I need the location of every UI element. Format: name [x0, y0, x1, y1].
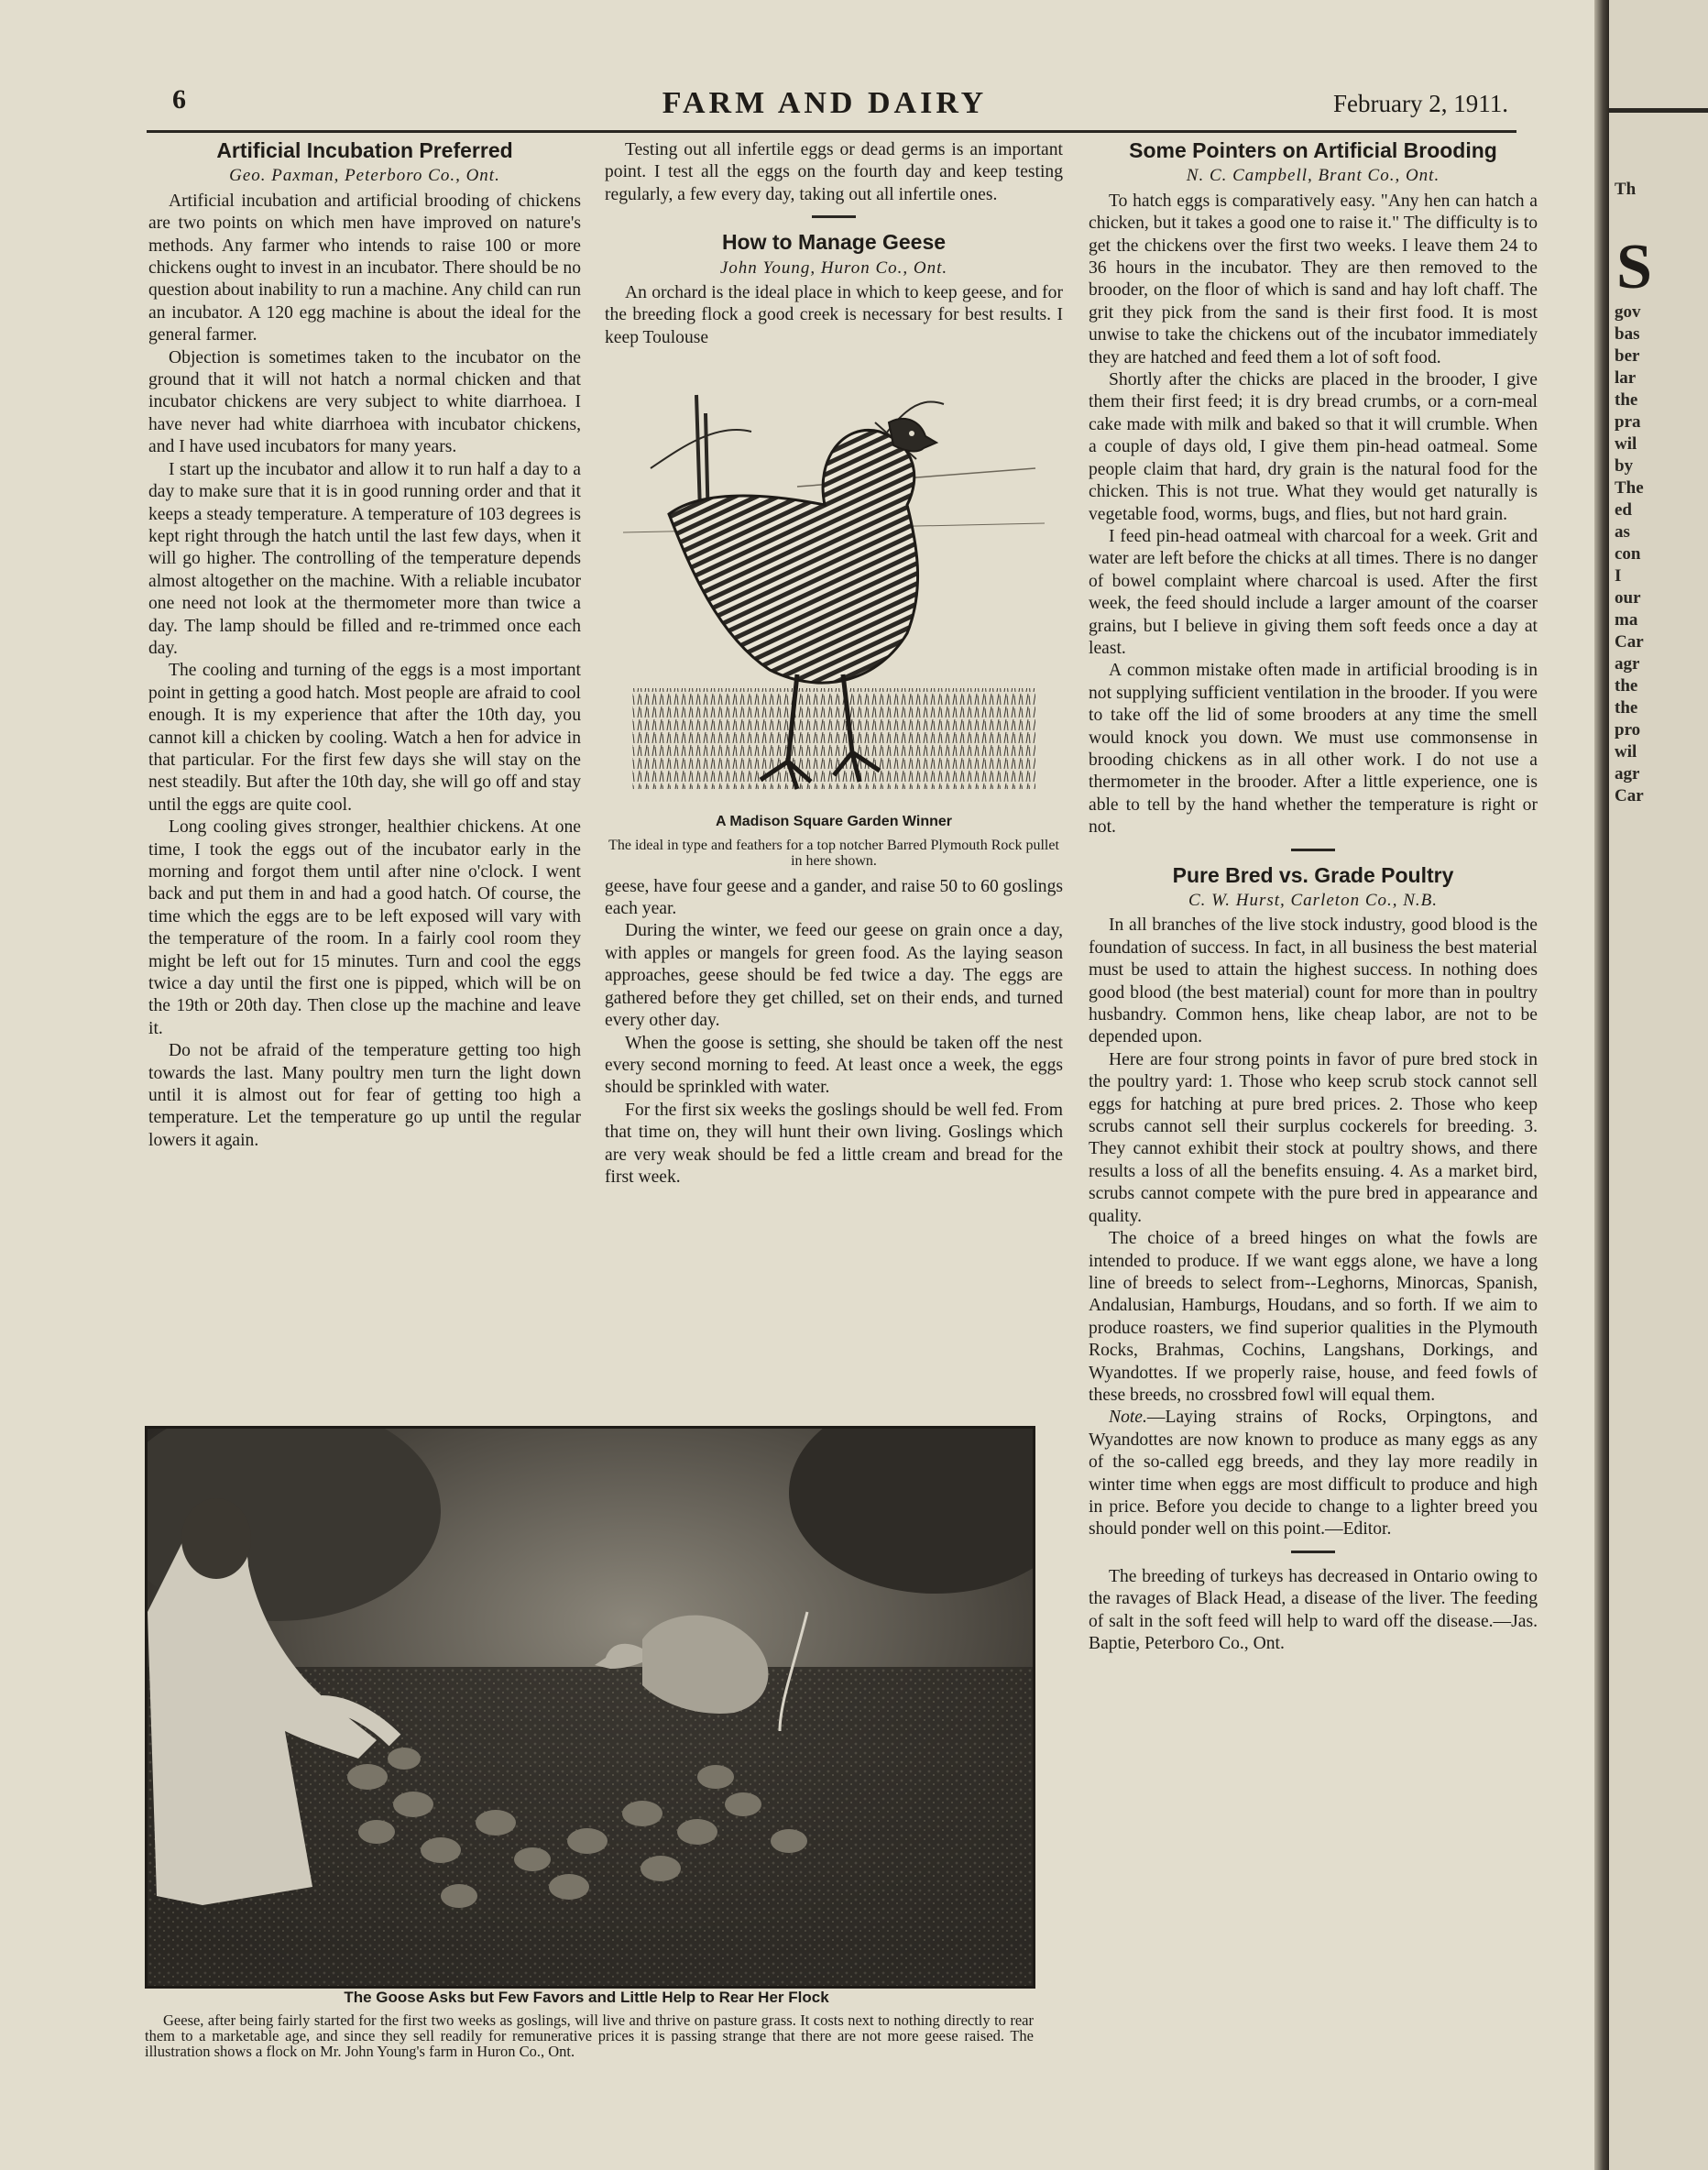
paragraph: During the winter, we feed our geese on grain once a day, with apples or mangels for green food. As the laying season approaches, geese should be fed twice a day. The eggs are gathered before they get chilled, set on their ends, and turned every other day. [605, 921, 1063, 1031]
adjacent-fragment: lar [1615, 368, 1637, 388]
page-binding [1594, 0, 1609, 2170]
article-title: Pure Bred vs. Grade Poultry [1172, 862, 1454, 887]
photo-caption: Geese, after being fairly started for the first two weeks as goslings, will live and thrive on pasture grass. It costs next to nothing directly to rear them to a marketable age, and since they sell readily for remunerative prices it is passing strange that there are not more geese raised. The illustration shows a flock on Mr. John Young's farm in Huron Co., Ont. [145, 2011, 1034, 2060]
adjacent-fragment: agr [1615, 654, 1640, 674]
paragraph: An orchard is the ideal place in which to keep geese, and for the breeding flock a good creek is necessary for best results. I keep Toulouse [605, 283, 1063, 347]
adjacent-fragment: the [1615, 676, 1638, 696]
paragraph: To hatch eggs is comparatively easy. "Any hen can hatch a chicken, but it takes a good one to raise it." The difficulty is to get the chickens over the first two weeks. I leave them 24 to 36 hours in the incubator. They are then removed to the brooder, on the floor of which is sand and hay loft chaff. The grit they pick from the sand is their first food. It is most unwise to take the chickens out of the incubator immediately they are hatched and feed them a lot of soft food. [1089, 191, 1538, 367]
paragraph: Long cooling gives stronger, healthier chickens. At one time, I took the eggs out of the incubator early in the morning and forgot them until after nine o'clock. I went back and put them in and had a good hatch. Of course, the time which the eggs are to be left exposed will vary with the temperature of the room. In a fairly cool room they might be left out for 15 minutes. Turn and cool the eggs twice a day until the first one is pipped, which will be on the 19th or 20th day. Then close up the machine and leave it. [148, 817, 581, 1038]
adjacent-fragment: ed [1615, 500, 1632, 520]
issue-date: February 2, 1911. [1333, 90, 1508, 117]
paragraph: I feed pin-head oatmeal with charcoal for a week. Grit and water are left before the chicks at all times. There is no danger of bowel complaint where charcoal is used. After the first week, the feed should include a larger amount of the coarser grains, but I believe in giving them soft feeds once a day at least. [1089, 526, 1538, 658]
note-label: Note. [1109, 1408, 1147, 1428]
column-3 [1089, 139, 1538, 1655]
adjacent-fragment: Th [1615, 180, 1637, 199]
separator [812, 215, 856, 218]
woman-feeding-goslings-photo [148, 1429, 1033, 1986]
separator [1291, 849, 1335, 851]
paragraph: In all branches of the live stock industry, good blood is the foundation of success. In fact, in all business the best material must be used to attain the highest success. In nothing does good blood (the best material) count for more than in poultry husbandry. Common hens, like cheap labor, are not to be depended upon. [1089, 915, 1538, 1047]
paragraph: Shortly after the chicks are placed in the brooder, I give them their first feed; it is dry bread crumbs, or a corn-meal cake made with milk and baked so that it will crumble. When a couple of days old, I give them pin-head oatmeal. Some people claim that hard, dry grain is the natural food for the chicken. This is not true. What they would get naturally is vegetable food, worms, bugs, and flies, but not hard grain. [1089, 370, 1538, 524]
header-rule [147, 130, 1516, 133]
paragraph: When the goose is setting, she should be taken off the nest every second morning to feed. At least once a week, the eggs should be sprinkled with water. [605, 1033, 1063, 1098]
adjacent-fragment: pro [1615, 720, 1641, 740]
adjacent-fragment: the [1615, 698, 1638, 718]
adjacent-fragment: wil [1615, 434, 1637, 454]
figure-title: A Madison Square Garden Winner [716, 814, 952, 830]
adjacent-fragment: the [1615, 390, 1638, 410]
paragraph: Testing out all infertile eggs or dead germs is an important point. I test all the eggs on the fourth day and keep testing regularly, a few every day, taking out all infertile ones. [605, 140, 1063, 204]
geese-photo [145, 1426, 1035, 1989]
article-byline: John Young, Huron Co., Ont. [719, 258, 948, 278]
paragraph: A common mistake often made in artificial brooding is in not supplying sufficient ventilation in the brooder. If you were to take off the lid of some brooders at any time the smell would knock you down. We must use commonsense in brooding chickens as in all other work. I do not use a thermometer in the brooder. After a little experience, one is able to tell by the hand whether the temperature is right or not. [1089, 661, 1538, 838]
paragraph: I start up the incubator and allow it to run half a day to a day to make sure that it is in good running order and that it keeps a steady temperature. A temperature of 103 degrees is kept right through the hatch until the last few days, when it will go higher. The controlling of the temperature depends almost altogether on the machine. With a reliable incubator one need not look at the thermometer more than twice a day. The lamp should be filled and re-trimmed once each day. [148, 459, 581, 658]
adjacent-fragment: ber [1615, 346, 1640, 366]
adjacent-rule [1609, 108, 1708, 113]
page-header [137, 84, 1512, 130]
adjacent-fragment: agr [1615, 764, 1640, 784]
adjacent-fragment: as [1615, 522, 1630, 542]
page-number: 6 [172, 84, 186, 115]
adjacent-fragment: bas [1615, 324, 1640, 344]
adjacent-fragment: I [1615, 566, 1622, 586]
adjacent-fragment: wil [1615, 742, 1637, 762]
article-title: Some Pointers on Artificial Brooding [1129, 138, 1497, 162]
adjacent-fragment: ma [1615, 610, 1638, 630]
adjacent-fragment: Car [1615, 786, 1644, 806]
paragraph: The choice of a breed hinges on what the fowls are intended to produce. If we want eggs alone, we have a long line of breeds to select from--Leghorns, Minorcas, Spanish, Andalusian, Hamburgs, Houdans, and so forth. If we aim to produce roasters, we find superior qualities in the Plymouth Rocks, Brahmas, Cochins, Langshans, Dorkings, and Wyandottes. If we properly raise, house, and feed fowls of these breeds, no crossbred fowl will equal them. [1089, 1229, 1538, 1405]
adjacent-fragment: gov [1615, 302, 1641, 322]
note-text: —Laying strains of Rocks, Orpingtons, and Wyandottes are now known to produce as many eggs as any of the so-called egg breeds, and they lay more readily in winter time when eggs are most difficult to produce and high in price. Before you decide to change to a lighter breed you should ponder well on this point.—Editor. [1089, 1408, 1538, 1540]
article-title: Artificial Incubation Preferred [216, 138, 513, 162]
paragraph: For the first six weeks the goslings should be well fed. From that time on, they will hunt their own living. Goslings which are very weak should be fed a little cream and bread for the first week. [605, 1100, 1063, 1187]
article-title: How to Manage Geese [721, 230, 947, 255]
paragraph: Do not be afraid of the temperature getting too high towards the last. Many poultry men turn the light down until it is almost out for fear of getting too high a temperature. Let the temperature go up until the regular lowers it again. [148, 1041, 581, 1150]
column-1 [148, 139, 581, 1152]
separator [1291, 1551, 1335, 1553]
column-2 [605, 139, 1063, 1189]
article-byline: C. W. Hurst, Carleton Co., N.B. [1188, 891, 1439, 910]
paragraph: The breeding of turkeys has decreased in Ontario owing to the ravages of Black Head, a disease of the liver. The feeding of salt in the soft feed will help to ward off the disease.—Jas. Baptie, Peterboro Co., Ont. [1089, 1566, 1538, 1653]
adjacent-fragment: The [1615, 478, 1644, 498]
chicken-illustration [614, 358, 1054, 806]
adjacent-fragment: Car [1615, 632, 1644, 652]
adjacent-dropcap: S [1616, 232, 1652, 302]
photo-title: The Goose Asks but Few Favors and Little Help to Rear Her Flock [344, 1989, 829, 2006]
paragraph: The cooling and turning of the eggs is a most important point in getting a good hatch. Most people are afraid to cool enough. It is my experience that after the 10th day, you cannot kill a chicken by cooling. Watch a hen for advice in that particular. For the first few days she will stay on the nest steadily. But after the 10th day, she will go off and stay until the eggs are quite cool. [148, 661, 581, 815]
paragraph: Objection is sometimes taken to the incubator on the ground that it will not hatch a normal chicken and that incubator chickens are very subject to white diarrhoea. I have never had white diarrhoea with incubator chickens, and I have used incubators for many years. [148, 347, 581, 457]
article-byline: Geo. Paxman, Peterboro Co., Ont. [229, 166, 500, 186]
article-byline: N. C. Campbell, Brant Co., Ont. [1186, 166, 1440, 186]
paper-title: FARM AND DAIRY [662, 86, 988, 120]
paragraph: Here are four strong points in favor of pure bred stock in the poultry yard: 1. Those who keep scrub stock cannot sell eggs for hatching at pure bred prices. 2. Those who keep scrubs cannot sell their surplus cockerels for breeding. 3. They cannot exhibit their stock at poultry shows, and there results a loss of all the benefits ensuing. 4. As a market bird, scrubs cannot compete with the pure bred in appearance and quality. [1089, 1049, 1538, 1226]
paragraph: geese, have four geese and a gander, and raise 50 to 60 goslings each year. [605, 876, 1063, 919]
editor-note [1089, 1407, 1538, 1540]
adjacent-fragment: con [1615, 544, 1641, 564]
adjacent-fragment: our [1615, 588, 1641, 608]
barred-rock-pullet-drawing [614, 358, 1054, 806]
adjacent-fragment: by [1615, 456, 1634, 476]
figure-caption: The ideal in type and feathers for a top notcher Barred Plymouth Rock pullet in here shown. [608, 837, 1059, 869]
adjacent-fragment: pra [1615, 412, 1641, 432]
paragraph: Artificial incubation and artificial brooding of chickens are two points on which men have improved on nature's methods. Any farmer who intends to raise 100 or more chickens ought to invest in an incubator. There should be no question about inability to run a machine. Any child can run an incubator. A 120 egg machine is about the ideal for the general farmer. [148, 191, 581, 345]
adjacent-page-edge [1609, 0, 1708, 2170]
